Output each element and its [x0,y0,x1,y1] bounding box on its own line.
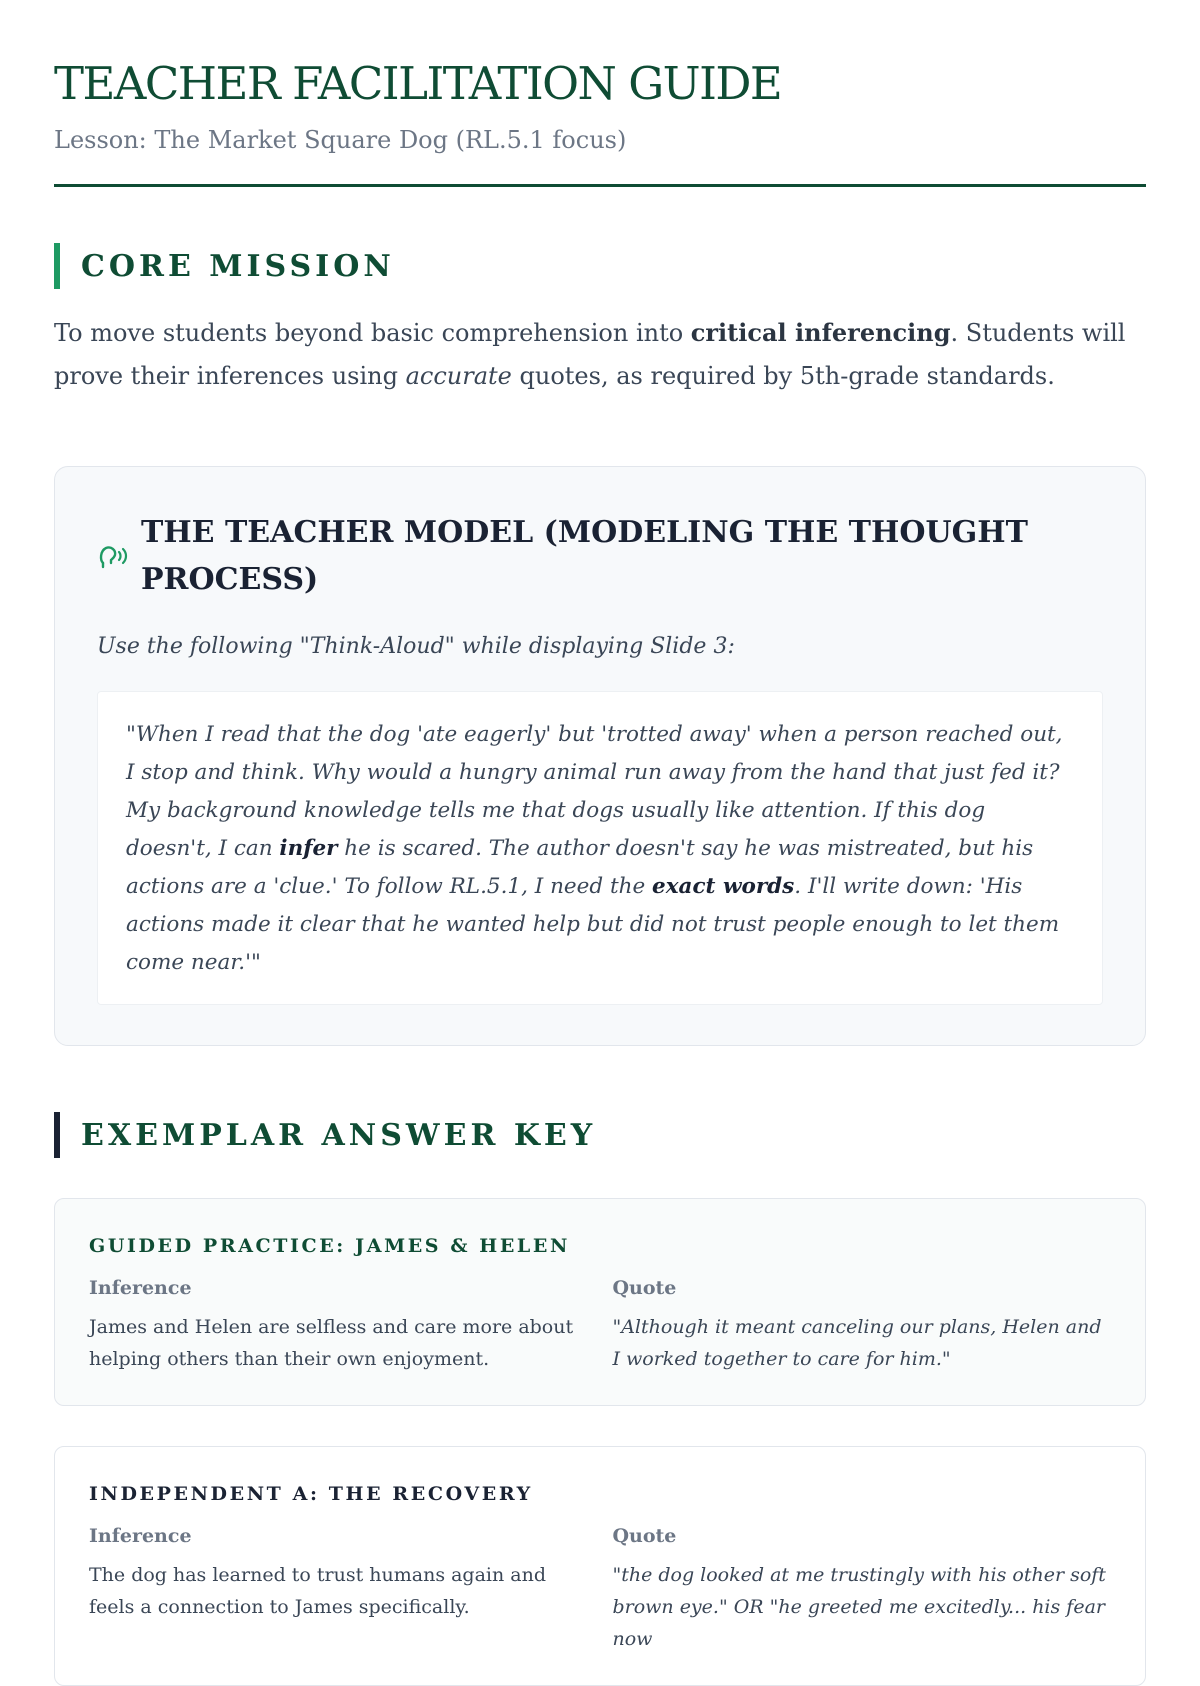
quote-column [612,1523,1111,1655]
teacher-model-card [54,466,1146,1046]
lesson-subtitle: Lesson: The Market Square Dog (RL.5.1 focus) [54,126,627,154]
inference-column [89,1523,612,1655]
quote-text: "Although it meant canceling our plans, Helen and I worked together to care for him." [612,1316,1102,1370]
quote-text: "the dog looked at me trustingly with his other soft brown eye." OR "he greeted me excitedly... his fear now [612,1564,1106,1650]
page-title: TEACHER FACILITATION GUIDE [54,57,782,110]
heading-accent-bar [54,243,60,289]
header-divider [54,184,1146,187]
inference-text: The dog has learned to trust humans again and feels a connection to James specifically. [89,1564,547,1618]
inference-column [89,1275,612,1375]
inference-label: Inference [89,1277,192,1299]
think-aloud-text: "When I read that the dog 'ate eagerly' but 'trotted away' when a person reached out, I stop and think. Why would a hungry animal run away from the hand that just fed it? My background knowledge tells me that dogs usually like attention. If this dog doesn't, I can [126,722,1063,861]
mission-bold-term: critical inferencing [690,318,951,347]
section-heading-answer-key [54,1112,1146,1158]
think-aloud-bold-term: exact words [652,874,795,899]
core-mission-text [54,311,1146,398]
answer-card-title: GUIDED PRACTICE: JAMES & HELEN [89,1235,570,1257]
inference-label: Inference [89,1525,192,1547]
mission-text-part: To move students beyond basic comprehension into [54,319,691,347]
heading-accent-bar [54,1112,60,1158]
answer-card-grid [89,1275,1111,1375]
think-aloud-text: . I'll write down: 'His actions made it clear that he wanted help but did not trust people enough to let them come near.'" [126,874,1060,975]
answer-key-heading: EXEMPLAR ANSWER KEY [81,1117,597,1153]
answer-card-guided-practice [54,1198,1146,1406]
core-mission-section [54,243,1146,398]
answer-card-independent-a [54,1446,1146,1686]
core-mission-heading: CORE MISSION [81,248,395,284]
exemplar-answer-key-section [54,1112,1146,1686]
quote-column [612,1275,1111,1375]
mission-italic-term: accurate [405,362,512,390]
quote-label: Quote [612,1525,677,1547]
mission-text-part: . Students will prove their inferences using [54,319,1126,390]
inference-text: James and Helen are selfless and care more about helping others than their own enjoyment. [89,1316,574,1370]
teacher-model-instruction: Use the following "Think-Aloud" while displaying Slide 3: [97,634,735,659]
answer-card-grid [89,1523,1111,1655]
teacher-model-title: THE TEACHER MODEL (MODELING THE THOUGHT PROCESS) [141,515,1028,597]
answer-card-title: INDEPENDENT A: THE RECOVERY [89,1483,533,1505]
think-aloud-quote [97,691,1103,1005]
think-aloud-text: he is scared. The author doesn't say he was mistreated, but his actions are a 'clue.' To follow RL.5.1, I need the [126,836,1034,899]
speaking-head-icon [97,541,141,571]
quote-label: Quote [612,1277,677,1299]
mission-text-part: quotes, as required by 5th-grade standards. [511,362,1055,390]
document-header [54,0,1146,187]
teacher-model-header [97,509,1103,603]
think-aloud-bold-term: infer [279,836,338,861]
section-heading-core-mission [54,243,1146,289]
